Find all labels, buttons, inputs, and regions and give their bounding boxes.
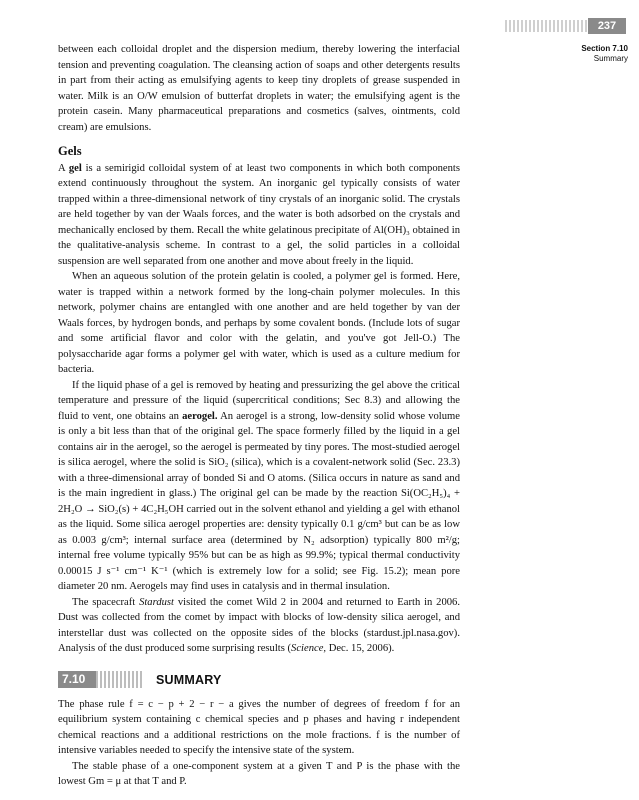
gel-paragraph-2: When an aqueous solution of the protein gelatin is cooled, a polymer gel is formed. Here, water is trapped within a network formed by the long-chain polymer molecules. In this network, polymer chains are entangled with one another and are held together by van der Waals forces, by hydrogen bonds, and perhaps by some covalent bonds. (Include lots of sugar and some artificial flavor and color with the gelatin, and you've got Jell-O.) The polysaccharide agar forms a polymer gel with water, which is used as a culture medium for bacteria. (58, 271, 460, 375)
aerogel-term: aerogel. (182, 410, 218, 422)
gels-heading: Gels (58, 144, 82, 158)
summary-number: 7.10 (58, 671, 96, 688)
gel-paragraph-4: The spacecraft Stardust visited the comet Wild 2 in 2004 and returned to Earth in 2006. Dust was collected from the comet by impact with blocks of low-density silica aerogel, and interstellar dust was collected on the opposite sides of the blocks (stardust.jpl.nasa.gov). Analysis of the dust produced some surprising results (Science, Dec. 15, 2006). (58, 596, 460, 654)
summary-paragraph-2: The stable phase of a one-component system at a given T and P is the phase with the lowest Gm = μ at that T and P. (58, 760, 460, 787)
main-text (58, 42, 460, 790)
running-header (548, 44, 628, 64)
summary-title: SUMMARY (156, 672, 222, 687)
gel-term: gel (68, 162, 82, 174)
section-label: Section 7.10 (581, 44, 628, 53)
section-subtitle: Summary (593, 54, 628, 63)
summary-paragraph-1: The phase rule f = c − p + 2 − r − a gives the number of degrees of freedom f for an equilibrium system containing c chemical species and p phases and having r independent chemical reactions and a additional restrictions on the mole fractions. f is the number of intensive variables needed to specify the intensive state of the system. (58, 698, 460, 756)
summary-heading (58, 671, 460, 689)
gel-paragraph-1: A gel is a semirigid colloidal system of at least two components in which both components extend continuously throughout the system. An inorganic gel typically consists of water trapped within a three-dimensional network of tiny crystals of an inorganic solid. The crystals are held together by van der Waals forces, and the water is both adsorbed on the crystals and mechanically enclosed by them. Recall the white gelatinous precipitate of Al(OH)₃ obtained in the qualitative-analysis scheme. In contrast to a gel, the solid particles in a colloidal suspension are well separated from one another and move about freely in the liquid. (58, 162, 461, 267)
summary-decor-bars (96, 671, 144, 688)
gel-paragraph-3: If the liquid phase of a gel is removed by heating and pressurizing the gel above the critical temperature and pressure of the liquid (supercritical conditions; Sec 8.3) and allowing the fluid to vent, one obtains an aerogel. An aerogel is a strong, low-density solid whose volume is only a bit less than that of the original gel. The space formerly filled by the liquid in a gel contains air in the aerogel, so the aerogel is permeated by tiny pores. The most-studied aerogel is silica aerogel, where the solid is SiO₂ (silica), which is a covalent-network solid (Sec. 23.3) with a three-dimensional array of bonded Si and O atoms. (Silica occurs in nature as sand and is the main ingredient in glass.) The original gel can be made by the reaction Si(OC₂H₅)₄ + 2H₂O → SiO₂(s) + 4C₂H₅OH carried out in the solvent ethanol and yielding a gel with ethanol as the liquid. Some silica aerogel properties are: density typically 0.1 g/cm³ but can be as low as 0.003 g/cm³; internal surface area (determined by N₂ adsorption) typically 800 m²/g; internal free volume typically 95% but can be as high as 99.9%; typical thermal conductivity 0.00015 J s⁻¹ cm⁻¹ K⁻¹ (which is extremely low for a solid; see Fig. 15.2); mean pore diameter 20 nm. Aerogels may find uses in catalysis and in thermal insulation. (58, 379, 460, 592)
stardust-italic: Stardust (139, 596, 174, 608)
page-number: 237 (588, 18, 626, 34)
intro-paragraph: between each colloidal droplet and the dispersion medium, thereby lowering the interfacial tension and preventing coagulation. The cleansing action of soaps and other detergents results in part from their acting as emulsifying agents to keep tiny droplets of grease suspended in water. Milk is an O/W emulsion of butterfat droplets in water; the emulsifying agent is the protein casein. Many pharmaceutical preparations and cosmetics (salves, ointments, cold cream) are emulsions. (58, 44, 460, 133)
science-italic: Science, (291, 643, 327, 654)
